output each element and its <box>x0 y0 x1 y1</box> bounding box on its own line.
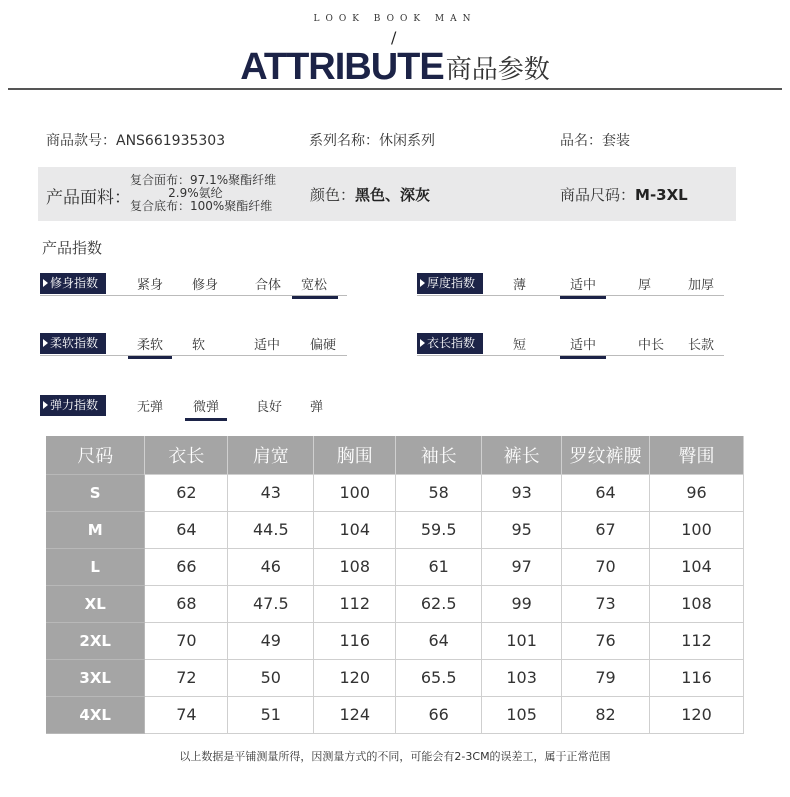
fabric-label: 产品面料： <box>46 188 131 208</box>
table-cell: 67 <box>562 511 650 548</box>
softness-index-row <box>40 330 347 356</box>
table-cell: 95 <box>482 511 562 548</box>
table-cell: 73 <box>562 585 650 622</box>
elasticity-option: 良好 <box>256 400 283 415</box>
title-zh: 商品参数 <box>445 55 550 85</box>
table-cell: 58 <box>396 474 482 511</box>
elasticity-index-row <box>40 392 347 418</box>
size-table-header <box>46 436 744 474</box>
page-title <box>0 46 790 89</box>
fabric-composition <box>130 174 276 213</box>
table-cell: 108 <box>314 548 396 585</box>
table-row <box>46 548 744 585</box>
column-header: 裤长 <box>482 436 562 474</box>
table-cell: 65.5 <box>396 659 482 696</box>
table-cell: 59.5 <box>396 511 482 548</box>
fabric-line: 复合面布：97.1%聚酯纤维 <box>130 173 277 187</box>
size-name-cell: M <box>46 511 145 548</box>
table-row <box>46 622 744 659</box>
color-info <box>310 184 430 205</box>
table-row <box>46 511 744 548</box>
length-option-selected: 适中 <box>560 334 606 359</box>
column-header: 罗纹裤腰 <box>562 436 650 474</box>
table-cell: 76 <box>562 622 650 659</box>
table-cell: 112 <box>650 622 744 659</box>
length-index-tag: 衣长指数 <box>417 333 483 354</box>
table-cell: 124 <box>314 696 396 733</box>
table-cell: 120 <box>650 696 744 733</box>
table-cell: 62 <box>145 474 228 511</box>
table-cell: 105 <box>482 696 562 733</box>
table-cell: 43 <box>228 474 314 511</box>
thickness-index-tag: 厚度指数 <box>417 273 483 294</box>
softness-index-tag: 柔软指数 <box>40 333 106 354</box>
table-cell: 93 <box>482 474 562 511</box>
fit-option: 合体 <box>255 278 282 293</box>
triangle-icon <box>420 339 425 347</box>
triangle-icon <box>43 401 48 409</box>
fabric-line: 复合底布：100%聚酯纤维 <box>130 199 273 213</box>
series-name: 系列名称：休闲系列 <box>309 133 435 149</box>
softness-option: 软 <box>192 338 206 353</box>
table-cell: 62.5 <box>396 585 482 622</box>
elasticity-index-tag: 弹力指数 <box>40 395 106 416</box>
table-cell: 112 <box>314 585 396 622</box>
index-title: 产品指数 <box>42 239 103 257</box>
title-en: ATTRIBUTE <box>240 46 444 88</box>
table-cell: 51 <box>228 696 314 733</box>
table-cell: 116 <box>650 659 744 696</box>
table-cell: 72 <box>145 659 228 696</box>
title-divider <box>8 88 782 90</box>
size-name-cell: S <box>46 474 145 511</box>
column-header: 袖长 <box>396 436 482 474</box>
table-cell: 70 <box>562 548 650 585</box>
item-number: 商品款号：ANS661935303 <box>46 133 226 149</box>
title-slash: / <box>391 28 397 47</box>
color-label: 颜色： <box>310 186 356 204</box>
table-cell: 108 <box>650 585 744 622</box>
table-cell: 64 <box>145 511 228 548</box>
column-header: 尺码 <box>46 436 145 474</box>
column-header: 肩宽 <box>228 436 314 474</box>
table-cell: 74 <box>145 696 228 733</box>
table-cell: 61 <box>396 548 482 585</box>
color-value: 黑色、深灰 <box>355 186 431 204</box>
fit-option: 紧身 <box>137 278 164 293</box>
elasticity-option: 无弹 <box>137 400 164 415</box>
table-cell: 46 <box>228 548 314 585</box>
thickness-option: 薄 <box>513 278 527 293</box>
table-cell: 120 <box>314 659 396 696</box>
table-cell: 68 <box>145 585 228 622</box>
column-header: 臀围 <box>650 436 744 474</box>
fit-option: 修身 <box>192 278 219 293</box>
table-cell: 97 <box>482 548 562 585</box>
softness-option-selected: 柔软 <box>128 334 172 359</box>
softness-option: 适中 <box>254 338 281 353</box>
table-cell: 100 <box>650 511 744 548</box>
table-cell: 66 <box>396 696 482 733</box>
thickness-option-selected: 适中 <box>560 274 606 299</box>
table-cell: 64 <box>562 474 650 511</box>
lookbook-text: LOOK BOOK MAN <box>313 14 477 24</box>
table-cell: 96 <box>650 474 744 511</box>
length-option: 短 <box>513 338 527 353</box>
thickness-index-row <box>417 270 724 296</box>
table-cell: 99 <box>482 585 562 622</box>
table-row <box>46 474 744 511</box>
table-row <box>46 696 744 733</box>
thickness-option: 加厚 <box>688 278 715 293</box>
table-cell: 70 <box>145 622 228 659</box>
table-row <box>46 585 744 622</box>
elasticity-option: 弹 <box>310 400 324 415</box>
table-row <box>46 659 744 696</box>
size-info <box>560 184 688 205</box>
table-cell: 49 <box>228 622 314 659</box>
table-cell: 101 <box>482 622 562 659</box>
triangle-icon <box>43 339 48 347</box>
size-name-cell: L <box>46 548 145 585</box>
column-header: 胸围 <box>314 436 396 474</box>
table-cell: 104 <box>314 511 396 548</box>
triangle-icon <box>43 279 48 287</box>
table-cell: 64 <box>396 622 482 659</box>
fit-option-selected: 宽松 <box>292 274 338 299</box>
thickness-option: 厚 <box>638 278 652 293</box>
size-value: M-3XL <box>635 186 688 204</box>
table-cell: 103 <box>482 659 562 696</box>
size-name-cell: 4XL <box>46 696 145 733</box>
table-cell: 66 <box>145 548 228 585</box>
size-table <box>46 436 744 734</box>
length-option: 中长 <box>638 338 665 353</box>
triangle-icon <box>420 279 425 287</box>
elasticity-option-selected: 微弹 <box>185 396 227 421</box>
table-cell: 82 <box>562 696 650 733</box>
length-option: 长款 <box>688 338 715 353</box>
size-name-cell: XL <box>46 585 145 622</box>
size-label: 商品尺码： <box>560 186 636 204</box>
table-cell: 104 <box>650 548 744 585</box>
table-cell: 47.5 <box>228 585 314 622</box>
table-cell: 100 <box>314 474 396 511</box>
column-header: 衣长 <box>145 436 228 474</box>
fit-index-tag: 修身指数 <box>40 273 106 294</box>
fit-index-row <box>40 270 347 296</box>
table-cell: 116 <box>314 622 396 659</box>
table-cell: 44.5 <box>228 511 314 548</box>
measurement-note: 以上数据是平铺测量所得，因测量方式的不同，可能会有2-3CM的误差工，属于正常范围 <box>179 750 611 763</box>
table-cell: 79 <box>562 659 650 696</box>
size-name-cell: 2XL <box>46 622 145 659</box>
size-name-cell: 3XL <box>46 659 145 696</box>
product-name: 品名：套装 <box>560 133 630 149</box>
softness-option: 偏硬 <box>310 338 337 353</box>
fabric-line: 2.9%氨纶 <box>130 186 223 200</box>
table-cell: 50 <box>228 659 314 696</box>
length-index-row <box>417 330 724 356</box>
